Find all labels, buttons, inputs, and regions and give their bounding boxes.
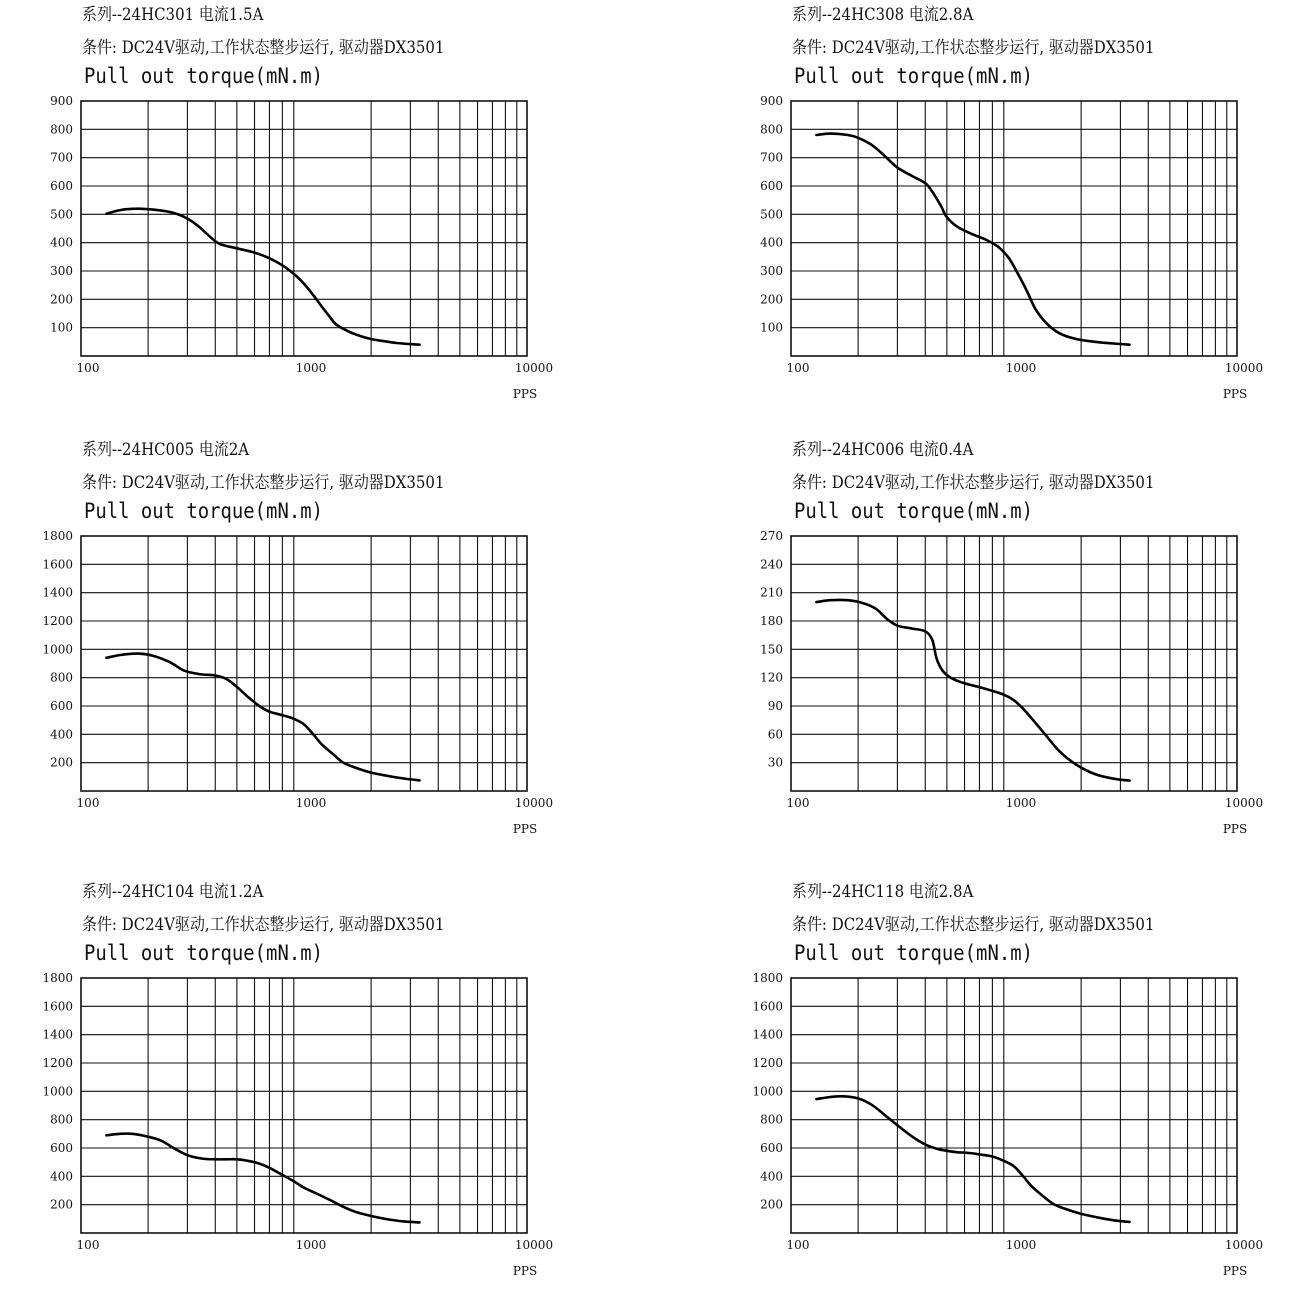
y-tick-label: 1400: [42, 1027, 73, 1042]
y-tick-label: 1400: [752, 1027, 783, 1042]
y-tick-label: 600: [760, 1141, 783, 1155]
y-tick-label: 400: [50, 235, 73, 250]
y-tick-label: 200: [50, 755, 73, 770]
y-tick-label: 240: [760, 557, 783, 572]
torque-chart-panel: [710, 881, 1270, 1313]
torque-curve: [816, 600, 1129, 781]
y-tick-label: 700: [760, 150, 783, 165]
y-tick-label: 200: [50, 292, 73, 307]
chart-subtitle: 条件: DC24V驱动,工作状态整步运行, 驱动器DX3501: [82, 915, 445, 935]
x-tick-label: 1000: [295, 796, 327, 810]
x-axis-label: PPS: [1222, 1264, 1248, 1278]
y-tick-label: 200: [760, 1197, 783, 1212]
chart-title: 系列--24HC005 电流2A: [82, 440, 250, 460]
y-tick-label: 800: [50, 122, 73, 137]
y-tick-label: 900: [760, 94, 783, 108]
y-tick-label: 1600: [752, 999, 783, 1014]
x-tick-label: 1000: [295, 361, 327, 375]
y-tick-label: 150: [760, 642, 783, 657]
chart-subtitle: 条件: DC24V驱动,工作状态整步运行, 驱动器DX3501: [792, 38, 1155, 58]
y-tick-label: 800: [760, 122, 783, 137]
torque-curve: [106, 1134, 419, 1223]
y-tick-label: 270: [760, 529, 783, 543]
y-tick-label: 1200: [42, 614, 73, 628]
y-tick-label: 200: [760, 292, 783, 307]
y-tick-label: 200: [50, 1197, 73, 1212]
chart-title: 系列--24HC308 电流2.8A: [792, 5, 974, 25]
x-tick-label: 100: [786, 796, 810, 810]
y-tick-label: 1000: [752, 1084, 783, 1099]
y-tick-label: 30: [767, 755, 783, 770]
y-tick-label: 1600: [42, 557, 73, 572]
x-tick-label: 10000: [1224, 796, 1264, 810]
chart-subtitle: 条件: DC24V驱动,工作状态整步运行, 驱动器DX3501: [82, 473, 445, 493]
x-axis-label: PPS: [1222, 387, 1248, 401]
y-tick-label: 400: [50, 1169, 73, 1184]
y-tick-label: 600: [50, 1141, 73, 1155]
y-tick-label: 90: [767, 699, 783, 713]
torque-curve: [816, 134, 1129, 345]
y-tick-label: 300: [760, 264, 783, 278]
y-tick-label: 600: [760, 179, 783, 193]
y-tick-label: 600: [50, 179, 73, 193]
y-tick-label: 100: [760, 320, 783, 335]
y-tick-label: 1800: [42, 971, 73, 985]
y-tick-label: 300: [50, 264, 73, 278]
y-tick-label: 800: [760, 1112, 783, 1127]
torque-curve: [816, 1096, 1129, 1222]
chart-plot: [710, 4, 1270, 436]
torque-curve: [106, 209, 419, 345]
chart-plot: [0, 881, 560, 1313]
chart-title: 系列--24HC006 电流0.4A: [792, 440, 974, 460]
y-axis-label: Pull out torque(mN.m): [794, 941, 1033, 965]
y-axis-label: Pull out torque(mN.m): [84, 64, 323, 88]
y-tick-label: 120: [760, 670, 783, 685]
y-tick-label: 400: [50, 727, 73, 742]
y-tick-label: 700: [50, 150, 73, 165]
x-tick-label: 100: [786, 361, 810, 375]
y-tick-label: 1400: [42, 585, 73, 600]
torque-chart-panel: [710, 4, 1270, 436]
y-tick-label: 1800: [752, 971, 783, 985]
y-tick-label: 900: [50, 94, 73, 108]
chart-title: 系列--24HC104 电流1.2A: [82, 882, 264, 902]
x-tick-label: 1000: [1005, 361, 1037, 375]
y-tick-label: 800: [50, 670, 73, 685]
y-tick-label: 400: [760, 235, 783, 250]
y-axis-label: Pull out torque(mN.m): [84, 941, 323, 965]
torque-chart-panel: [710, 439, 1270, 871]
chart-title: 系列--24HC301 电流1.5A: [82, 5, 264, 25]
y-tick-label: 100: [50, 320, 73, 335]
y-tick-label: 500: [50, 207, 73, 222]
y-tick-label: 1000: [42, 642, 73, 657]
y-tick-label: 1200: [752, 1056, 783, 1070]
torque-chart-panel: [0, 881, 560, 1313]
chart-subtitle: 条件: DC24V驱动,工作状态整步运行, 驱动器DX3501: [792, 915, 1155, 935]
x-tick-label: 1000: [1005, 1238, 1037, 1252]
y-tick-label: 1000: [42, 1084, 73, 1099]
x-axis-label: PPS: [512, 822, 538, 836]
chart-plot: [710, 881, 1270, 1313]
torque-chart-panel: [0, 439, 560, 871]
x-tick-label: 10000: [1224, 361, 1264, 375]
x-tick-label: 100: [786, 1238, 810, 1252]
chart-subtitle: 条件: DC24V驱动,工作状态整步运行, 驱动器DX3501: [82, 38, 445, 58]
x-tick-label: 10000: [514, 796, 554, 810]
chart-subtitle: 条件: DC24V驱动,工作状态整步运行, 驱动器DX3501: [792, 473, 1155, 493]
y-tick-label: 500: [760, 207, 783, 222]
y-tick-label: 600: [50, 699, 73, 713]
x-tick-label: 10000: [1224, 1238, 1264, 1252]
y-axis-label: Pull out torque(mN.m): [794, 499, 1033, 523]
y-tick-label: 1600: [42, 999, 73, 1014]
x-axis-label: PPS: [512, 387, 538, 401]
y-tick-label: 1200: [42, 1056, 73, 1070]
chart-plot: [0, 439, 560, 871]
y-axis-label: Pull out torque(mN.m): [794, 64, 1033, 88]
x-tick-label: 100: [76, 796, 100, 810]
chart-title: 系列--24HC118 电流2.8A: [792, 882, 974, 902]
torque-curve: [106, 654, 419, 781]
torque-chart-panel: [0, 4, 560, 436]
x-tick-label: 100: [76, 1238, 100, 1252]
chart-plot: [0, 4, 560, 436]
chart-plot: [710, 439, 1270, 871]
x-axis-label: PPS: [1222, 822, 1248, 836]
x-tick-label: 1000: [295, 1238, 327, 1252]
y-tick-label: 210: [760, 585, 783, 600]
y-tick-label: 60: [767, 727, 783, 742]
x-tick-label: 100: [76, 361, 100, 375]
y-tick-label: 1800: [42, 529, 73, 543]
y-axis-label: Pull out torque(mN.m): [84, 499, 323, 523]
y-tick-label: 400: [760, 1169, 783, 1184]
x-tick-label: 10000: [514, 361, 554, 375]
y-tick-label: 800: [50, 1112, 73, 1127]
x-tick-label: 10000: [514, 1238, 554, 1252]
x-tick-label: 1000: [1005, 796, 1037, 810]
x-axis-label: PPS: [512, 1264, 538, 1278]
y-tick-label: 180: [760, 614, 783, 628]
